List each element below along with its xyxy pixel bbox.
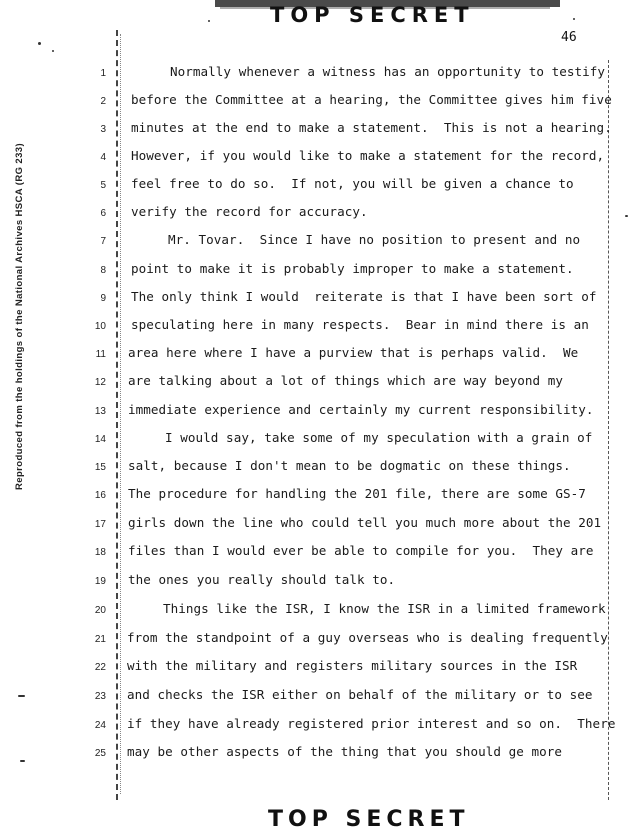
line-text: before the Committee at a hearing, the Committee gives him five: [131, 92, 612, 107]
transcript-line: [0, 289, 638, 313]
line-text: I would say, take some of my speculation with a grain of: [165, 430, 593, 445]
line-text: salt, because I don't mean to be dogmatic on these things.: [128, 458, 571, 473]
line-text: girls down the line who could tell you much more about the 201: [128, 515, 602, 530]
line-number: 2: [100, 96, 106, 107]
line-number: 5: [100, 180, 106, 191]
transcript-line: [0, 572, 638, 596]
line-number: 15: [94, 462, 106, 473]
transcript-line: [0, 658, 638, 682]
line-number: 20: [94, 605, 106, 616]
line-number: 1: [100, 68, 106, 79]
transcript-line: [0, 92, 638, 116]
transcript-line: [0, 345, 638, 369]
line-number: 6: [100, 208, 106, 219]
transcript-line: [0, 176, 638, 200]
transcript-line: [0, 317, 638, 341]
classification-stamp-top: TOP SECRET: [270, 3, 475, 27]
transcript-line: [0, 402, 638, 426]
transcript-line: [0, 486, 638, 510]
line-text: Mr. Tovar. Since I have no position to present and no: [168, 232, 581, 247]
line-number: 13: [94, 406, 106, 417]
line-text: immediate experience and certainly my current responsibility.: [128, 402, 594, 417]
transcript-line: [0, 148, 638, 172]
line-number: 23: [94, 691, 106, 702]
line-text: from the standpoint of a guy overseas who is dealing frequently: [127, 630, 608, 645]
transcript-line: [0, 373, 638, 397]
transcript-line: [0, 543, 638, 567]
line-number: 11: [95, 349, 106, 360]
transcript-line: [0, 64, 638, 88]
line-text: are talking about a lot of things which are way beyond my: [128, 373, 564, 388]
line-number: 3: [100, 124, 106, 135]
transcript-line: [0, 120, 638, 144]
line-number: 18: [94, 547, 106, 558]
line-text: may be other aspects of the thing that you should ge more: [127, 744, 563, 759]
line-text: the ones you really should talk to.: [128, 572, 396, 587]
line-text: and checks the ISR either on behalf of the military or to see: [127, 687, 593, 702]
scan-speck: [20, 760, 25, 762]
line-number: 14: [94, 434, 106, 445]
archives-side-note: Reproduced from the holdings of the National Archives HSCA (RG 233): [14, 142, 25, 490]
line-number: 19: [94, 576, 106, 587]
line-number: 8: [100, 265, 106, 276]
transcript-line: [0, 515, 638, 539]
page-number: 46: [561, 30, 577, 45]
scan-speck: [573, 18, 575, 20]
line-number: 25: [94, 748, 106, 759]
transcript-line: [0, 687, 638, 711]
line-text: Normally whenever a witness has an opportunity to testify: [170, 64, 606, 79]
line-number: 7: [100, 236, 106, 247]
line-text: feel free to do so. If not, you will be given a chance to: [131, 176, 574, 191]
line-text: verify the record for accuracy.: [131, 204, 368, 219]
line-text: Things like the ISR, I know the ISR in a limited framework: [163, 601, 606, 616]
line-text: minutes at the end to make a statement. This is not a hearing.: [131, 120, 612, 135]
line-number: 16: [94, 490, 106, 501]
line-text: if they have already registered prior interest and so on. There: [127, 716, 616, 731]
line-number: 12: [94, 377, 106, 388]
transcript-line: [0, 601, 638, 625]
transcript-line: [0, 458, 638, 482]
transcript-line: [0, 261, 638, 285]
scan-speck: [52, 50, 54, 52]
line-number: 17: [94, 519, 106, 530]
line-text: The only think I would reiterate is that I have been sort of: [131, 289, 597, 304]
line-number: 22: [94, 662, 106, 673]
line-text: files than I would ever be able to compile for you. They are: [128, 543, 594, 558]
scan-speck: [625, 215, 628, 217]
line-text: The procedure for handling the 201 file, there are some GS-7: [128, 486, 586, 501]
line-text: area here where I have a purview that is perhaps valid. We: [128, 345, 579, 360]
line-text: with the military and registers military sources in the ISR: [127, 658, 578, 673]
line-number: 21: [94, 634, 106, 645]
scan-speck: [38, 42, 41, 45]
line-text: point to make it is probably improper to make a statement.: [131, 261, 574, 276]
transcript-line: [0, 630, 638, 654]
line-text: speculating here in many respects. Bear in mind there is an: [131, 317, 589, 332]
line-number: 10: [94, 321, 106, 332]
transcript-line: [0, 744, 638, 768]
transcript-line: [0, 232, 638, 256]
line-number: 9: [100, 293, 106, 304]
transcript-line: [0, 430, 638, 454]
transcript-line: [0, 716, 638, 740]
line-number: 24: [94, 720, 106, 731]
scan-speck: [208, 20, 210, 22]
transcript-line: [0, 204, 638, 228]
scan-speck: [18, 695, 25, 697]
line-text: However, if you would like to make a statement for the record,: [131, 148, 605, 163]
classification-stamp-bottom: TOP SECRET: [268, 807, 470, 832]
line-number: 4: [100, 152, 106, 163]
